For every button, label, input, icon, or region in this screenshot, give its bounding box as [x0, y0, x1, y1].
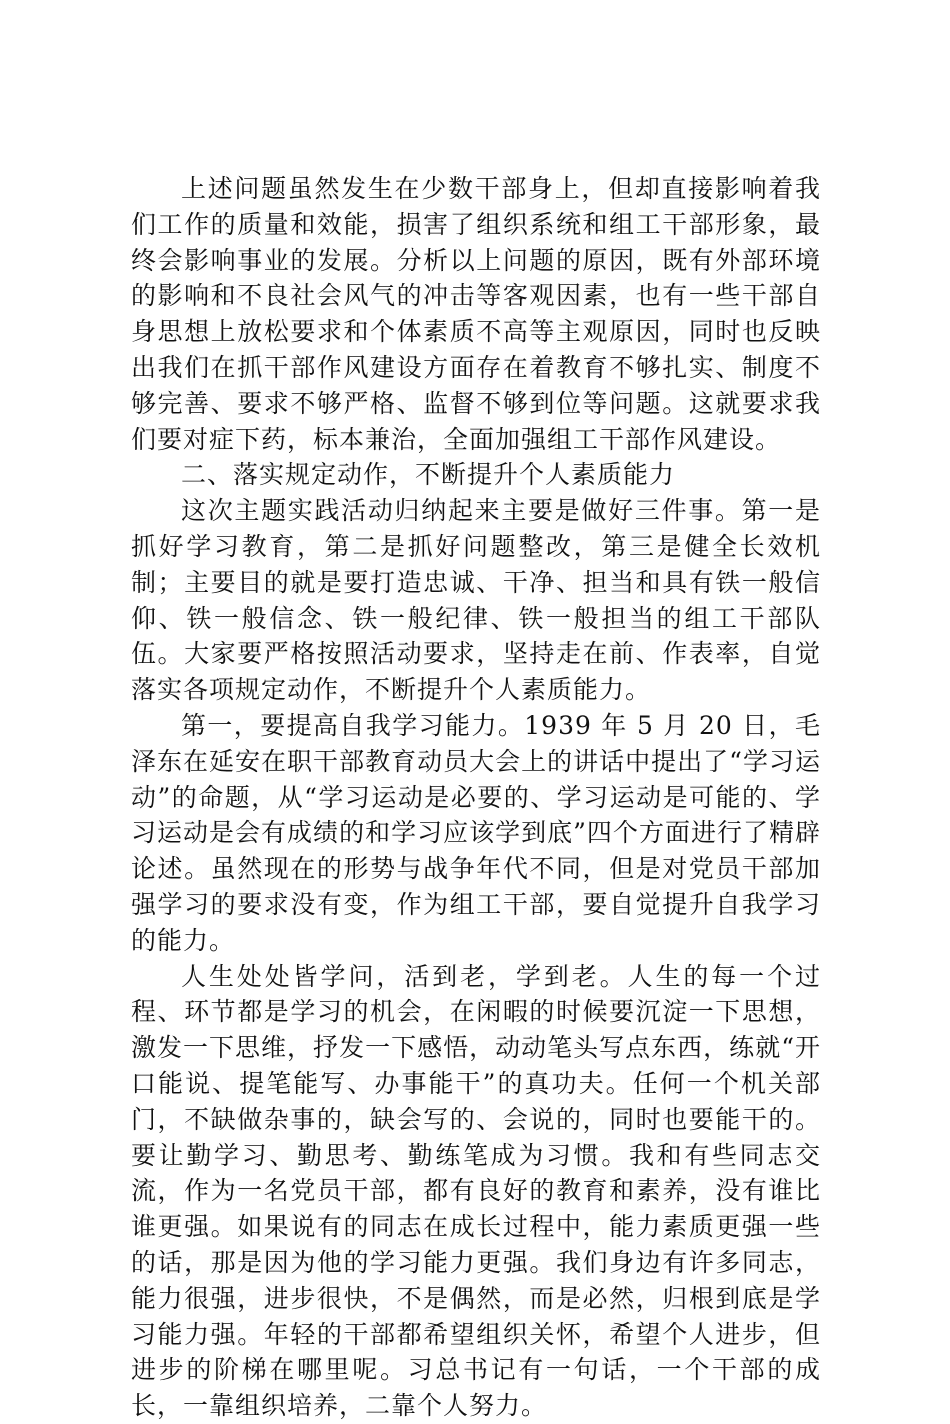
paragraph-activity-goals: 这次主题实践活动归纳起来主要是做好三件事。第一是抓好学习教育，第二是抓好问题整改，第三是健全长效机制；主要目的就是要打造忠诚、干净、担当和具有铁一般信仰、铁一般信念、铁一般纪律、铁一般担当的组工干部队伍。大家要严格按照活动要求，坚持走在前、作表率，自觉落实各项规定动作，不断提升个人素质能力。 — [131, 496, 821, 705]
document-body — [131, 171, 821, 1424]
section-heading-2: 二、落实规定动作，不断提升个人素质能力 — [181, 460, 676, 490]
paragraph-problem-analysis: 上述问题虽然发生在少数干部身上，但却直接影响着我们工作的质量和效能，损害了组织系统和组工干部形象，最终会影响事业的发展。分析以上问题的原因，既有外部环境的影响和不良社会风气的冲击等客观因素，也有一些干部自身思想上放松要求和个体素质不高等主观原因，同时也反映出我们在抓干部作风建设方面存在着教育不够扎实、制度不够完善、要求不够严格、监督不够到位等问题。这就要求我们要对症下药，标本兼治，全面加强组工干部作风建设。 — [131, 174, 821, 454]
paragraph-learning-ability: 第一，要提高自我学习能力。1939 年 5 月 20 日，毛泽东在延安在职干部教育动员大会上的讲话中提出了“学习运动”的命题，从“学习运动是必要的、学习运动是可能的、学习运动是会有成绩的和学习应该学到底”四个方面进行了精辟论述。虽然现在的形势与战争年代不同，但是对党员干部加强学习的要求没有变，作为组工干部，要自觉提升自我学习的能力。 — [131, 710, 821, 955]
paragraph-lifelong-learning: 人生处处皆学问，活到老，学到老。人生的每一个过程、环节都是学习的机会，在闲暇的时候要沉淀一下思想，激发一下思维，抒发一下感悟，动动笔头写点东西，练就“开口能说、提笔能写、办事能干”的真功夫。任何一个机关部门，不缺做杂事的，缺会写的、会说的，同时也要能干的。要让勤学习、勤思考、勤练笔成为习惯。我和有些同志交流，作为一名党员干部，都有良好的教育和素养，没有谁比谁更强。如果说有的同志在成长过程中，能力素质更强一些的话，那是因为他的学习能力更强。我们身边有许多同志，能力很强，进步很快，不是偶然，而是必然，归根到底是学习能力强。年轻的干部都希望组织关怀，希望个人进步，但进步的阶梯在哪里呢。习总书记有一句话，一个干部的成长，一靠组织培养，二靠个人努力。 — [131, 961, 821, 1421]
